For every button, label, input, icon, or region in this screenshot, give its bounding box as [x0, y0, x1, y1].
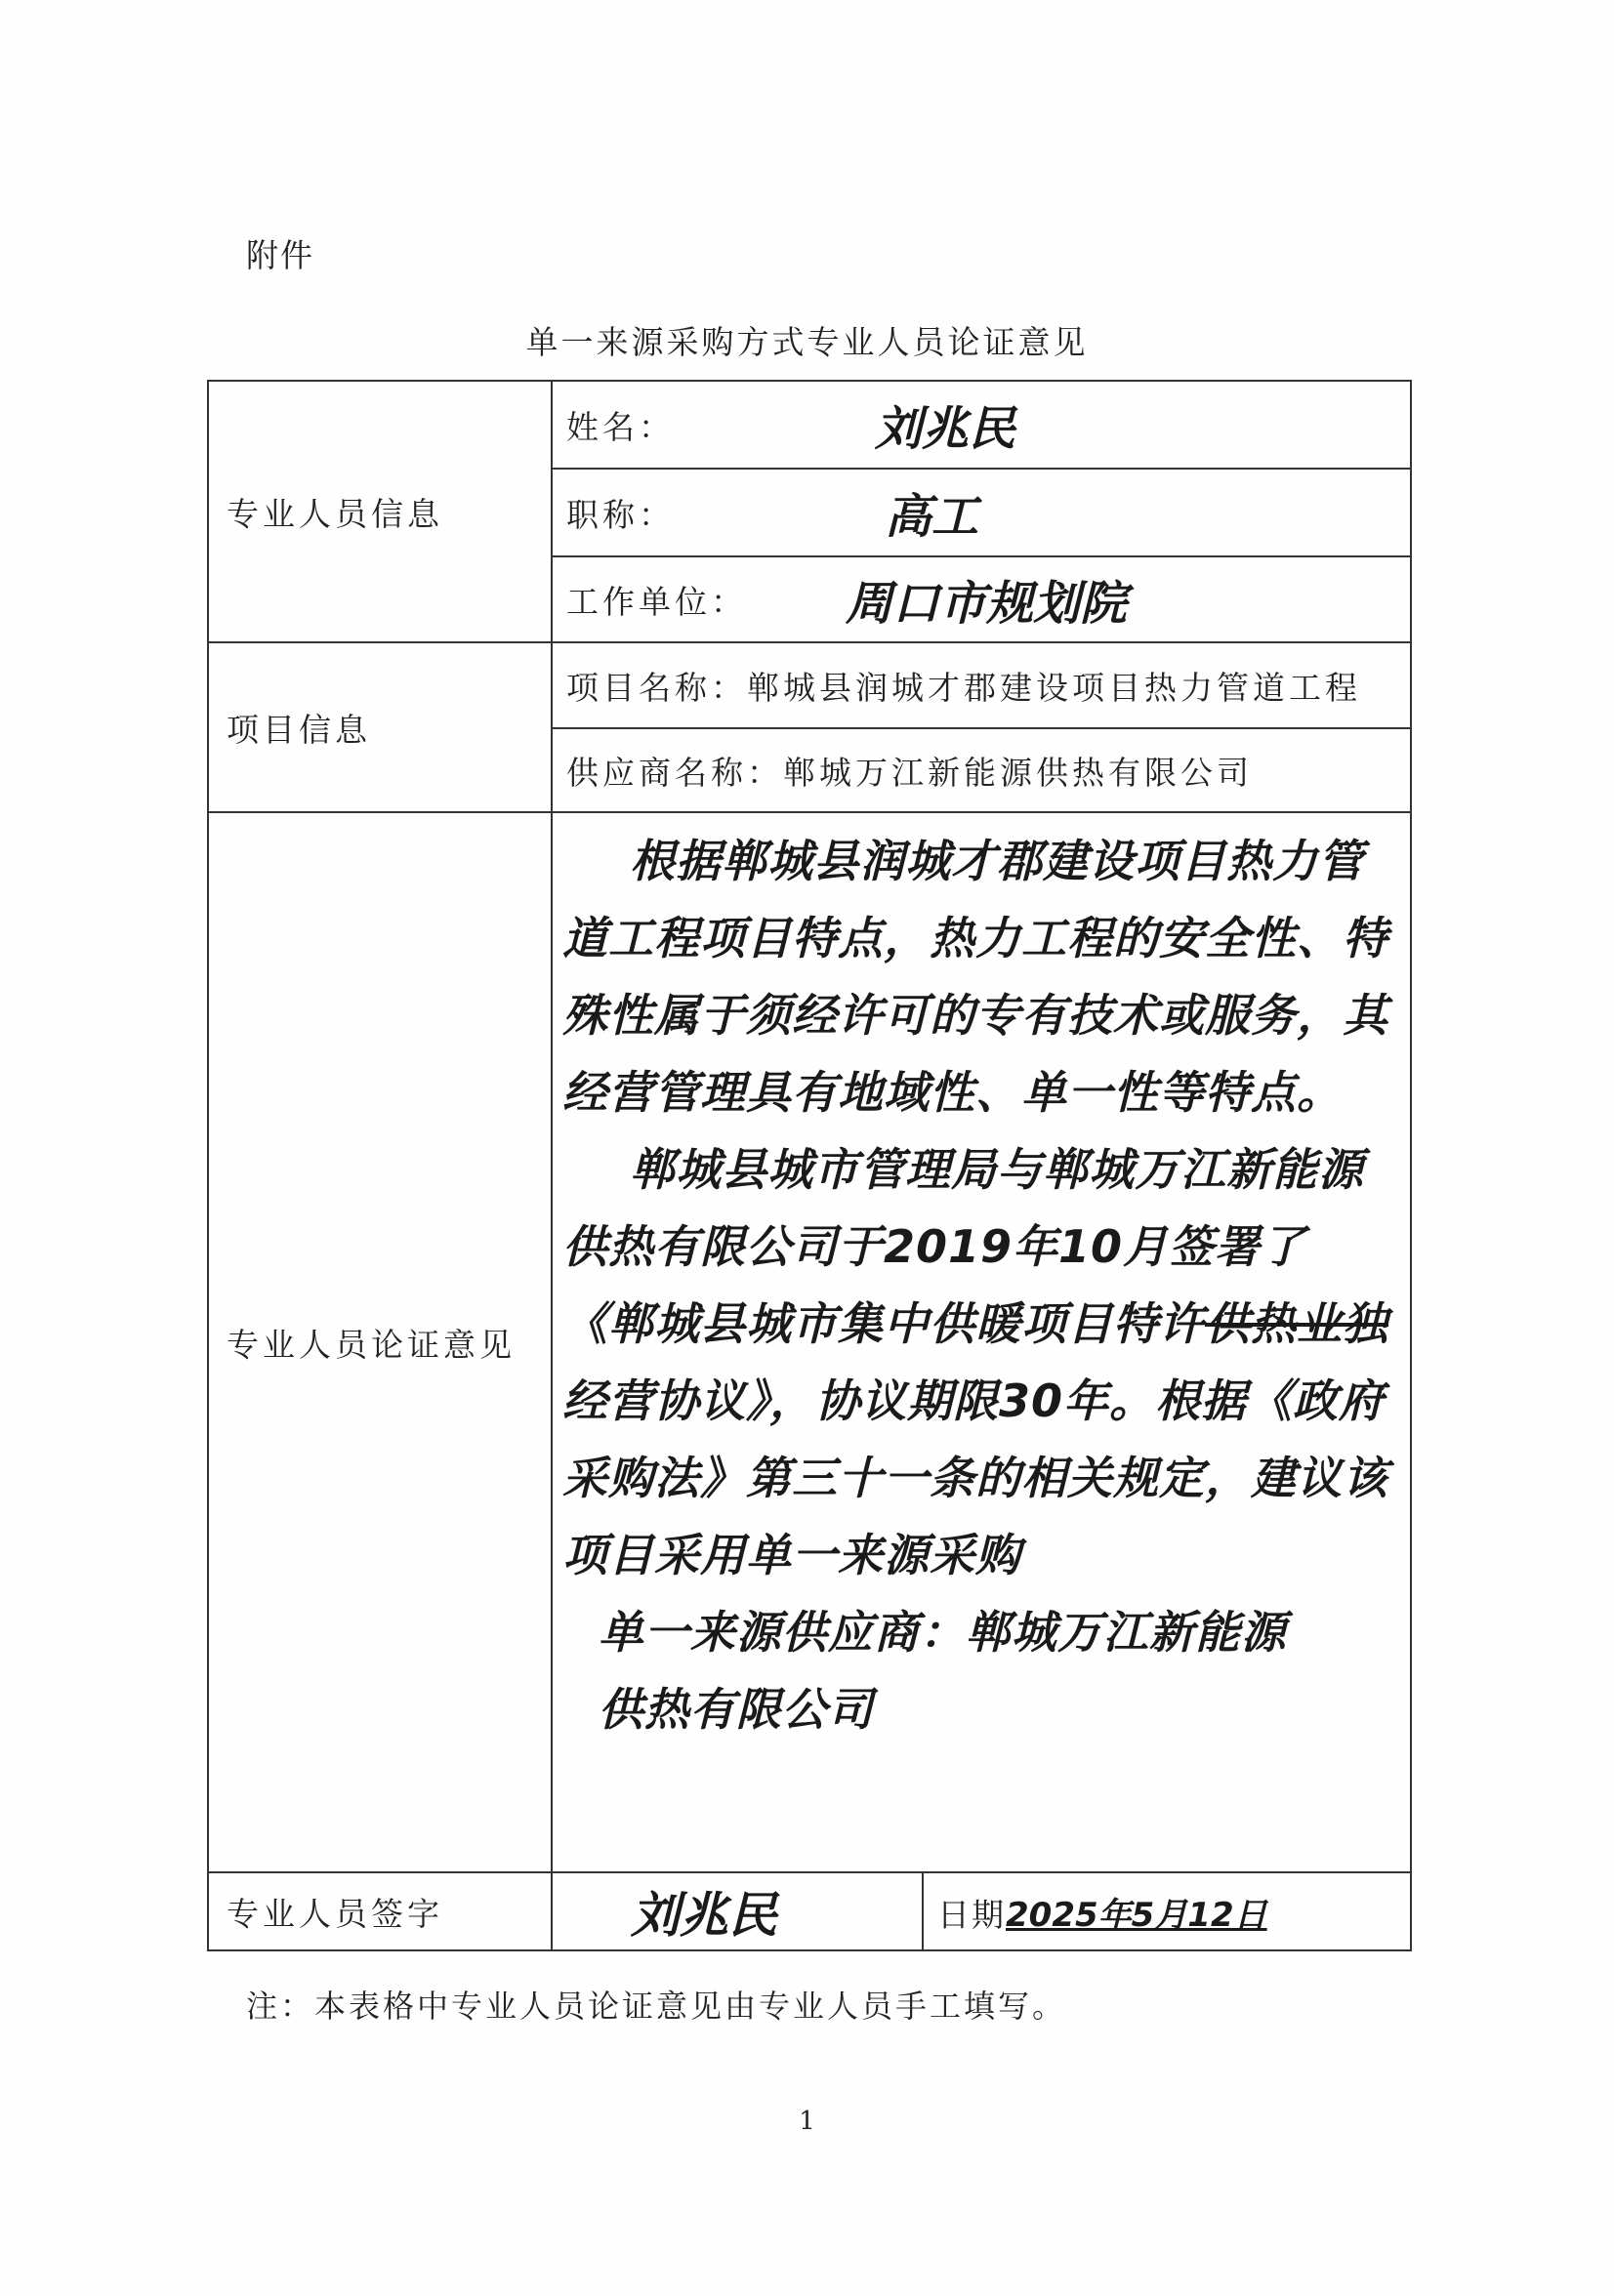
name-handwritten-value: 刘兆民	[875, 401, 1016, 457]
workplace-field	[552, 556, 1411, 642]
workplace-label: 工作单位：	[566, 582, 747, 621]
project-name-value: 郸城县润城才郡建设项目热力管道工程	[747, 668, 1361, 707]
project-name-label: 项目名称：	[566, 668, 747, 707]
opinion-section-label: 专业人员论证意见	[208, 812, 552, 1872]
project-name-row	[208, 642, 1411, 728]
opinion-paragraph-3: 单一来源供应商：郸城万江新能源供热有限公司	[598, 1606, 1287, 1736]
opinion-paragraph-1: 根据郸城县润城才郡建设项目热力管道工程项目特点，热力工程的安全性、特殊性属于须经许可的专有技术或服务，其经营管理具有地域性、单一性等特点。	[562, 835, 1388, 1119]
handwritten-signature: 刘兆民	[631, 1887, 777, 1944]
page-number: 1	[799, 2107, 815, 2136]
date-label: 日期	[937, 1895, 1006, 1934]
workplace-handwritten-value: 周口市规划院	[846, 576, 1128, 632]
name-row	[208, 381, 1411, 469]
title-field	[552, 469, 1411, 556]
opinion-struck-text: 供热业独	[1205, 1297, 1388, 1350]
opinion-handwritten-text	[562, 823, 1398, 1748]
date-handwritten-value: 2025年5月12日	[1006, 1895, 1267, 1935]
footnote: 注：本表格中专业人员论证意见由专业人员手工填写。	[246, 1988, 1067, 2025]
supplier-label: 供应商名称：	[566, 753, 783, 792]
opinion-field	[552, 812, 1411, 1872]
opinion-paragraph-2	[562, 1131, 1398, 1594]
project-name-field	[552, 642, 1411, 728]
personal-info-section-label: 专业人员信息	[208, 381, 552, 642]
name-field	[552, 381, 1411, 469]
opinion-paragraph-2-part-2: 经营协议》，协议期限30年。根据《政府采购法》第三十一条的相关规定，建议该项目采用单一来源采购	[562, 1374, 1388, 1581]
supplier-value: 郸城万江新能源供热有限公司	[783, 753, 1253, 792]
document-title: 单一来源采购方式专业人员论证意见	[525, 323, 1089, 361]
supplier-field	[552, 728, 1411, 812]
name-label: 姓名：	[566, 407, 675, 446]
title-label: 职称：	[566, 495, 675, 534]
signature-section-label: 专业人员签字	[208, 1872, 552, 1950]
attachment-label: 附件	[246, 236, 314, 274]
opinion-row	[208, 812, 1411, 1872]
certification-form-table	[207, 380, 1412, 1951]
project-info-section-label: 项目信息	[208, 642, 552, 812]
signature-field	[552, 1872, 923, 1950]
title-handwritten-value: 高工	[885, 489, 979, 545]
signature-row	[208, 1872, 1411, 1950]
date-field	[923, 1872, 1411, 1950]
opinion-paragraph-2-part-1: 郸城县城市管理局与郸城万江新能源供热有限公司于2019年10月签署了《郸城县城市集中供暖项目特许	[562, 1143, 1364, 1350]
